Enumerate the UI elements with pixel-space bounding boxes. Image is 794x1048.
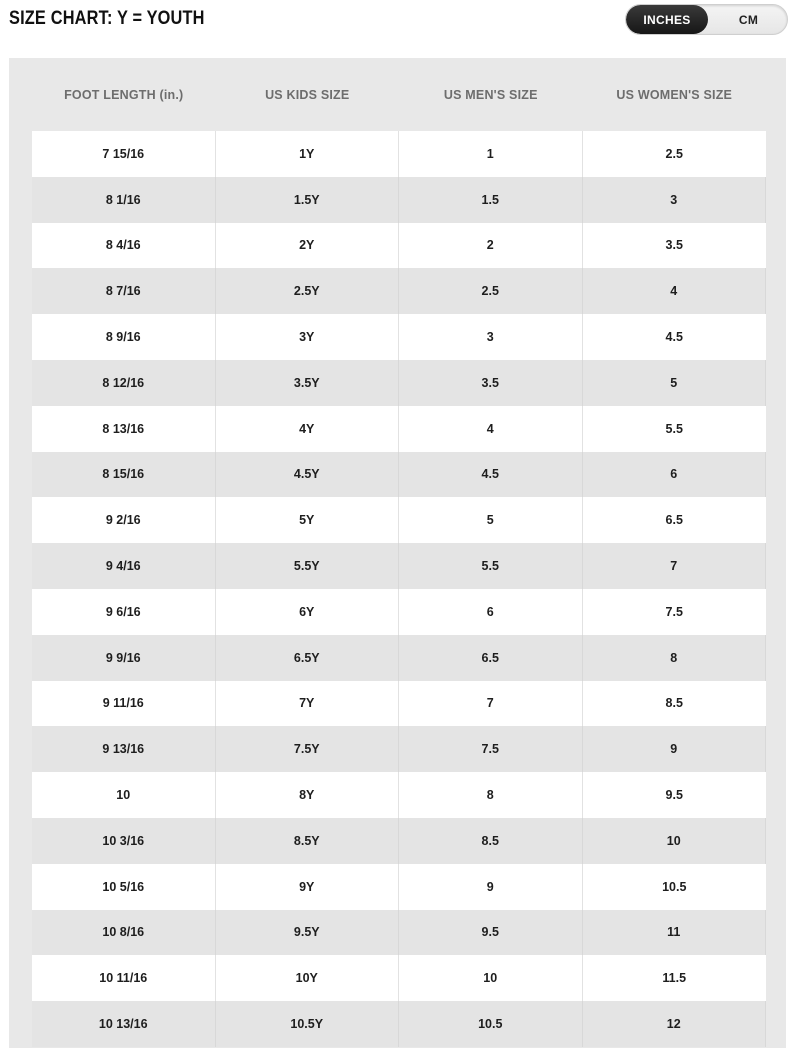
table-row xyxy=(32,131,766,177)
table-row xyxy=(32,589,766,635)
table-row xyxy=(32,864,766,910)
us-mens-size-cell: 7 xyxy=(399,681,583,727)
column-header-us-womens-size: US WOMEN'S SIZE xyxy=(616,87,733,102)
us-kids-size-cell: 7.5Y xyxy=(216,726,400,772)
page-title: SIZE CHART: Y = YOUTH xyxy=(9,8,205,29)
us-womens-size-cell: 5.5 xyxy=(583,406,767,452)
foot-length-cell: 8 7/16 xyxy=(32,268,216,314)
us-womens-size-cell: 3 xyxy=(583,177,767,223)
unit-toggle[interactable] xyxy=(625,4,788,35)
us-womens-size-cell: 9.5 xyxy=(583,772,767,818)
foot-length-cell: 9 4/16 xyxy=(32,543,216,589)
us-womens-size-cell: 12 xyxy=(583,1001,767,1047)
us-kids-size-cell: 9Y xyxy=(216,864,400,910)
us-kids-size-cell: 1.5Y xyxy=(216,177,400,223)
us-kids-size-cell: 8.5Y xyxy=(216,818,400,864)
us-womens-size-cell: 4.5 xyxy=(583,314,767,360)
us-mens-size-cell: 6 xyxy=(399,589,583,635)
us-mens-size-cell: 1.5 xyxy=(399,177,583,223)
table-row xyxy=(32,635,766,681)
us-womens-size-cell: 10 xyxy=(583,818,767,864)
us-womens-size-cell: 9 xyxy=(583,726,767,772)
foot-length-cell: 10 xyxy=(32,772,216,818)
foot-length-cell: 10 8/16 xyxy=(32,910,216,956)
us-kids-size-cell: 4Y xyxy=(216,406,400,452)
us-mens-size-cell: 5 xyxy=(399,497,583,543)
table-row xyxy=(32,268,766,314)
us-mens-size-cell: 2 xyxy=(399,223,583,269)
us-kids-size-cell: 1Y xyxy=(216,131,400,177)
foot-length-cell: 9 6/16 xyxy=(32,589,216,635)
us-mens-size-cell: 9.5 xyxy=(399,910,583,956)
us-kids-size-cell: 7Y xyxy=(216,681,400,727)
us-womens-size-cell: 8 xyxy=(583,635,767,681)
foot-length-cell: 9 9/16 xyxy=(32,635,216,681)
foot-length-cell: 8 1/16 xyxy=(32,177,216,223)
us-mens-size-cell: 9 xyxy=(399,864,583,910)
table-row xyxy=(32,726,766,772)
table-body xyxy=(32,131,766,1047)
us-kids-size-cell: 5.5Y xyxy=(216,543,400,589)
foot-length-cell: 10 3/16 xyxy=(32,818,216,864)
table-row xyxy=(32,452,766,498)
table-row xyxy=(32,910,766,956)
us-mens-size-cell: 7.5 xyxy=(399,726,583,772)
foot-length-cell: 10 13/16 xyxy=(32,1001,216,1047)
table-row xyxy=(32,360,766,406)
foot-length-cell: 10 5/16 xyxy=(32,864,216,910)
table-row xyxy=(32,681,766,727)
foot-length-cell: 8 15/16 xyxy=(32,452,216,498)
us-kids-size-cell: 6Y xyxy=(216,589,400,635)
cm-toggle-option[interactable]: CM xyxy=(738,12,759,27)
us-womens-size-cell: 2.5 xyxy=(583,131,767,177)
us-womens-size-cell: 3.5 xyxy=(583,223,767,269)
us-kids-size-cell: 3Y xyxy=(216,314,400,360)
us-mens-size-cell: 4 xyxy=(399,406,583,452)
us-mens-size-cell: 8 xyxy=(399,772,583,818)
table-header xyxy=(32,58,766,131)
foot-length-cell: 8 13/16 xyxy=(32,406,216,452)
us-womens-size-cell: 10.5 xyxy=(583,864,767,910)
table-row xyxy=(32,955,766,1001)
size-table xyxy=(9,58,786,1048)
us-kids-size-cell: 10Y xyxy=(216,955,400,1001)
table-row xyxy=(32,818,766,864)
us-kids-size-cell: 5Y xyxy=(216,497,400,543)
us-kids-size-cell: 10.5Y xyxy=(216,1001,400,1047)
us-kids-size-cell: 8Y xyxy=(216,772,400,818)
table-row xyxy=(32,177,766,223)
us-mens-size-cell: 10.5 xyxy=(399,1001,583,1047)
foot-length-cell: 9 11/16 xyxy=(32,681,216,727)
us-womens-size-cell: 7 xyxy=(583,543,767,589)
inches-toggle-option[interactable]: INCHES xyxy=(626,5,708,34)
us-kids-size-cell: 6.5Y xyxy=(216,635,400,681)
us-mens-size-cell: 3 xyxy=(399,314,583,360)
foot-length-cell: 9 2/16 xyxy=(32,497,216,543)
us-mens-size-cell: 6.5 xyxy=(399,635,583,681)
table-row xyxy=(32,497,766,543)
us-womens-size-cell: 6 xyxy=(583,452,767,498)
us-mens-size-cell: 4.5 xyxy=(399,452,583,498)
us-mens-size-cell: 5.5 xyxy=(399,543,583,589)
table-row xyxy=(32,223,766,269)
us-mens-size-cell: 8.5 xyxy=(399,818,583,864)
us-mens-size-cell: 2.5 xyxy=(399,268,583,314)
table-row xyxy=(32,543,766,589)
us-womens-size-cell: 4 xyxy=(583,268,767,314)
table-row xyxy=(32,1001,766,1047)
us-kids-size-cell: 4.5Y xyxy=(216,452,400,498)
us-kids-size-cell: 2.5Y xyxy=(216,268,400,314)
us-mens-size-cell: 1 xyxy=(399,131,583,177)
us-womens-size-cell: 8.5 xyxy=(583,681,767,727)
column-header-foot-length: FOOT LENGTH (in.) xyxy=(64,87,184,102)
table-row xyxy=(32,314,766,360)
us-womens-size-cell: 5 xyxy=(583,360,767,406)
column-header-us-mens-size: US MEN'S SIZE xyxy=(443,87,538,102)
foot-length-cell: 8 12/16 xyxy=(32,360,216,406)
table-row xyxy=(32,772,766,818)
us-mens-size-cell: 3.5 xyxy=(399,360,583,406)
us-kids-size-cell: 9.5Y xyxy=(216,910,400,956)
column-header-us-kids-size: US KIDS SIZE xyxy=(265,87,350,102)
us-womens-size-cell: 6.5 xyxy=(583,497,767,543)
us-mens-size-cell: 10 xyxy=(399,955,583,1001)
foot-length-cell: 9 13/16 xyxy=(32,726,216,772)
us-womens-size-cell: 11 xyxy=(583,910,767,956)
foot-length-cell: 7 15/16 xyxy=(32,131,216,177)
us-kids-size-cell: 2Y xyxy=(216,223,400,269)
foot-length-cell: 10 11/16 xyxy=(32,955,216,1001)
table-row xyxy=(32,406,766,452)
foot-length-cell: 8 9/16 xyxy=(32,314,216,360)
us-kids-size-cell: 3.5Y xyxy=(216,360,400,406)
us-womens-size-cell: 7.5 xyxy=(583,589,767,635)
us-womens-size-cell: 11.5 xyxy=(583,955,767,1001)
foot-length-cell: 8 4/16 xyxy=(32,223,216,269)
